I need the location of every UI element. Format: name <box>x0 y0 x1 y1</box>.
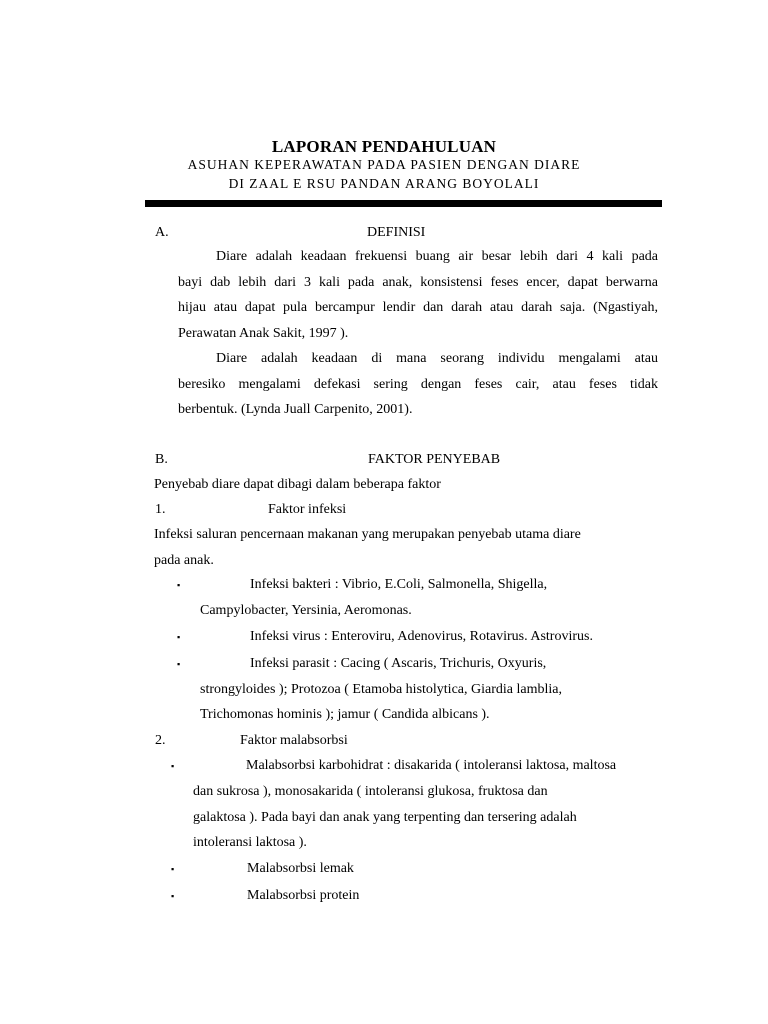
carb-malabsorption-line1: Malabsorbsi karbohidrat : disakarida ( intoleransi laktosa, maltosa <box>246 758 617 773</box>
bullet-icon: ▪ <box>177 632 181 642</box>
carb-malabsorption-line3: galaktosa ). Pada bayi dan anak yang terpenting dan tersering adalah <box>193 810 577 825</box>
definition-p1-line2: bayi dab lebih dari 3 kali pada anak, konsistensi feses encer, dapat berwarna <box>178 275 658 290</box>
section-b-letter: B. <box>155 452 168 467</box>
definition-p1-line1: Diare adalah keadaan frekuensi buang air besar lebih dari 4 kali pada <box>216 249 658 264</box>
document-title: LAPORAN PENDAHULUAN <box>271 137 497 156</box>
factor-1-desc-line2: pada anak. <box>154 553 214 568</box>
factor-2-number: 2. <box>155 733 166 748</box>
bacterial-infection-line2: Campylobacter, Yersinia, Aeromonas. <box>200 603 412 618</box>
factor-2-title: Faktor malabsorbsi <box>240 733 348 748</box>
parasitic-infection-line1: Infeksi parasit : Cacing ( Ascaris, Trichuris, Oxyuris, <box>250 656 547 671</box>
factor-1-title: Faktor infeksi <box>268 502 347 517</box>
bullet-icon: ▪ <box>177 580 181 590</box>
parasitic-infection-line3: Trichomonas hominis ); jamur ( Candida albicans ). <box>200 707 490 722</box>
definition-p2-line3: berbentuk. (Lynda Juall Carpenito, 2001). <box>178 402 413 417</box>
carb-malabsorption-line2: dan sukrosa ), monosakarida ( intoleransi glukosa, fruktosa dan <box>193 784 548 799</box>
definition-p2-line1: Diare adalah keadaan di mana seorang individu mengalami atau <box>216 351 658 366</box>
viral-infection-line1: Infeksi virus : Enteroviru, Adenovirus, Rotavirus. Astrovirus. <box>250 629 593 644</box>
causes-intro: Penyebab diare dapat dibagi dalam beberapa faktor <box>154 477 441 492</box>
bullet-icon: ▪ <box>171 891 175 901</box>
factor-1-number: 1. <box>155 502 166 517</box>
factor-1-desc-line1: Infeksi saluran pencernaan makanan yang merupakan penyebab utama diare <box>154 527 581 542</box>
parasitic-infection-line2: strongyloides ); Protozoa ( Etamoba histolytica, Giardia lamblia, <box>200 682 562 697</box>
header-divider <box>145 200 662 207</box>
definition-p1-line3: hijau atau dapat pula bercampur lendir dan darah atau darah saja. (Ngastiyah, <box>178 300 658 315</box>
bacterial-infection-line1: Infeksi bakteri : Vibrio, E.Coli, Salmonella, Shigella, <box>250 577 548 592</box>
section-b-heading: FAKTOR PENYEBAB <box>368 452 501 467</box>
document-subtitle-line1: ASUHAN KEPERAWATAN PADA PASIEN DENGAN DIARE <box>187 157 581 172</box>
definition-p2-line2: beresiko mengalami defekasi sering dengan feses cair, atau feses tidak <box>178 377 658 392</box>
document-subtitle-line2: DI ZAAL E RSU PANDAN ARANG BOYOLALI <box>228 176 540 191</box>
section-a-letter: A. <box>155 225 169 240</box>
carb-malabsorption-line4: intoleransi laktosa ). <box>193 835 307 850</box>
protein-malabsorption: Malabsorbsi protein <box>247 888 360 903</box>
definition-p1-line4: Perawatan Anak Sakit, 1997 ). <box>178 326 349 341</box>
bullet-icon: ▪ <box>177 659 181 669</box>
section-a-heading: DEFINISI <box>367 225 426 240</box>
bullet-icon: ▪ <box>171 864 175 874</box>
bullet-icon: ▪ <box>171 761 175 771</box>
fat-malabsorption: Malabsorbsi lemak <box>247 861 354 876</box>
